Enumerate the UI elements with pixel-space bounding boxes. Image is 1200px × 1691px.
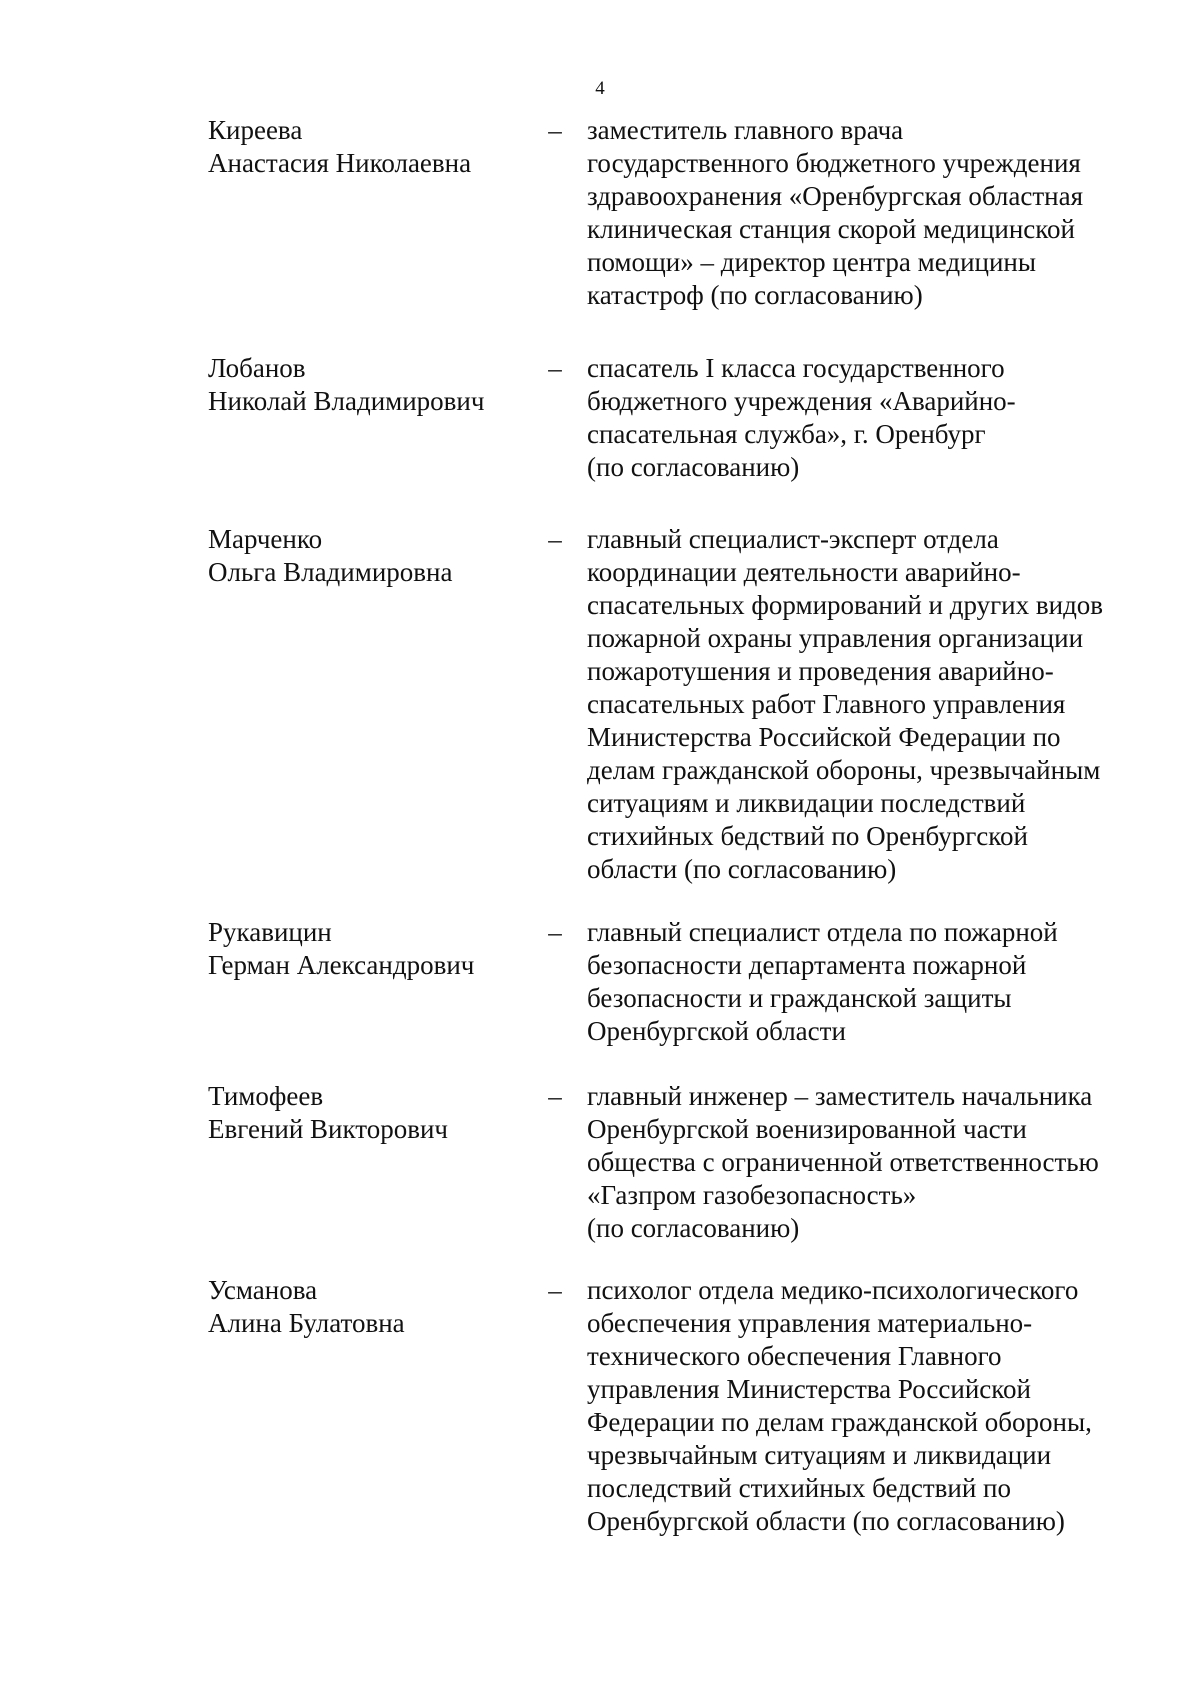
description-line: Федерации по делам гражданской обороны,	[587, 1407, 1092, 1437]
separator-dash: –	[548, 1275, 562, 1305]
description-line: помощи» – директор центра медицины	[587, 247, 1037, 277]
person-given-names: Николай Владимирович	[208, 386, 485, 416]
position-description	[587, 352, 1147, 484]
description-line: бюджетного учреждения «Аварийно-	[587, 386, 1016, 416]
description-line: государственного бюджетного учреждения	[587, 148, 1081, 178]
position-description	[587, 1080, 1147, 1245]
separator-dash: –	[548, 524, 562, 554]
person-name	[208, 916, 538, 982]
separator-dash: –	[548, 115, 562, 145]
person-given-names: Евгений Викторович	[208, 1114, 448, 1144]
description-line: последствий стихийных бедствий по	[587, 1473, 1011, 1503]
separator-dash: –	[548, 917, 562, 947]
description-line: катастроф (по согласованию)	[587, 280, 923, 310]
position-description	[587, 523, 1147, 886]
description-line: пожарной охраны управления организации	[587, 623, 1084, 653]
description-line: Оренбургской военизированной части	[587, 1114, 1027, 1144]
description-line: пожаротушения и проведения аварийно-	[587, 656, 1054, 686]
description-line: общества с ограниченной ответственностью	[587, 1147, 1099, 1177]
position-description	[587, 1274, 1147, 1538]
person-surname: Тимофеев	[208, 1081, 324, 1111]
description-line: ситуациям и ликвидации последствий	[587, 788, 1026, 818]
person-name	[208, 114, 538, 180]
description-line: стихийных бедствий по Оренбургской	[587, 821, 1028, 851]
person-name	[208, 1274, 538, 1340]
description-line: здравоохранения «Оренбургская областная	[587, 181, 1083, 211]
description-line: безопасности департамента пожарной	[587, 950, 1027, 980]
description-line: безопасности и гражданской защиты	[587, 983, 1012, 1013]
person-surname: Марченко	[208, 524, 323, 554]
person-surname: Рукавицин	[208, 917, 332, 947]
description-line: спасательная служба», г. Оренбург	[587, 419, 986, 449]
description-line: спасательных формирований и других видов	[587, 590, 1104, 620]
page-number: 4	[595, 78, 605, 99]
person-name	[208, 352, 538, 418]
description-line: области (по согласованию)	[587, 854, 897, 884]
description-line: спасатель I класса государственного	[587, 353, 1005, 383]
description-line: «Газпром газобезопасность»	[587, 1180, 917, 1210]
description-line: Министерства Российской Федерации по	[587, 722, 1061, 752]
description-line: Оренбургской области	[587, 1016, 846, 1046]
description-line: спасательных работ Главного управления	[587, 689, 1066, 719]
description-line: заместитель главного врача	[587, 115, 904, 145]
person-given-names: Алина Булатовна	[208, 1308, 405, 1338]
description-line: Оренбургской области (по согласованию)	[587, 1506, 1065, 1536]
person-given-names: Анастасия Николаевна	[208, 148, 472, 178]
position-description	[587, 114, 1147, 312]
description-line: (по согласованию)	[587, 452, 800, 482]
description-line: делам гражданской обороны, чрезвычайным	[587, 755, 1101, 785]
separator-dash: –	[548, 353, 562, 383]
person-given-names: Герман Александрович	[208, 950, 475, 980]
description-line: обеспечения управления материально-	[587, 1308, 1033, 1338]
person-name	[208, 1080, 538, 1146]
description-line: главный специалист-эксперт отдела	[587, 524, 999, 554]
description-line: главный специалист отдела по пожарной	[587, 917, 1058, 947]
description-line: чрезвычайным ситуациям и ликвидации	[587, 1440, 1052, 1470]
description-line: главный инженер – заместитель начальника	[587, 1081, 1093, 1111]
description-line: (по согласованию)	[587, 1213, 800, 1243]
position-description	[587, 916, 1147, 1048]
person-surname: Усманова	[208, 1275, 318, 1305]
separator-dash: –	[548, 1081, 562, 1111]
person-name	[208, 523, 538, 589]
description-line: координации деятельности аварийно-	[587, 557, 1021, 587]
description-line: технического обеспечения Главного	[587, 1341, 1002, 1371]
description-line: управления Министерства Российской	[587, 1374, 1031, 1404]
person-surname: Киреева	[208, 115, 303, 145]
person-surname: Лобанов	[208, 353, 306, 383]
person-given-names: Ольга Владимировна	[208, 557, 453, 587]
description-line: психолог отдела медико-психологического	[587, 1275, 1079, 1305]
description-line: клиническая станция скорой медицинской	[587, 214, 1075, 244]
